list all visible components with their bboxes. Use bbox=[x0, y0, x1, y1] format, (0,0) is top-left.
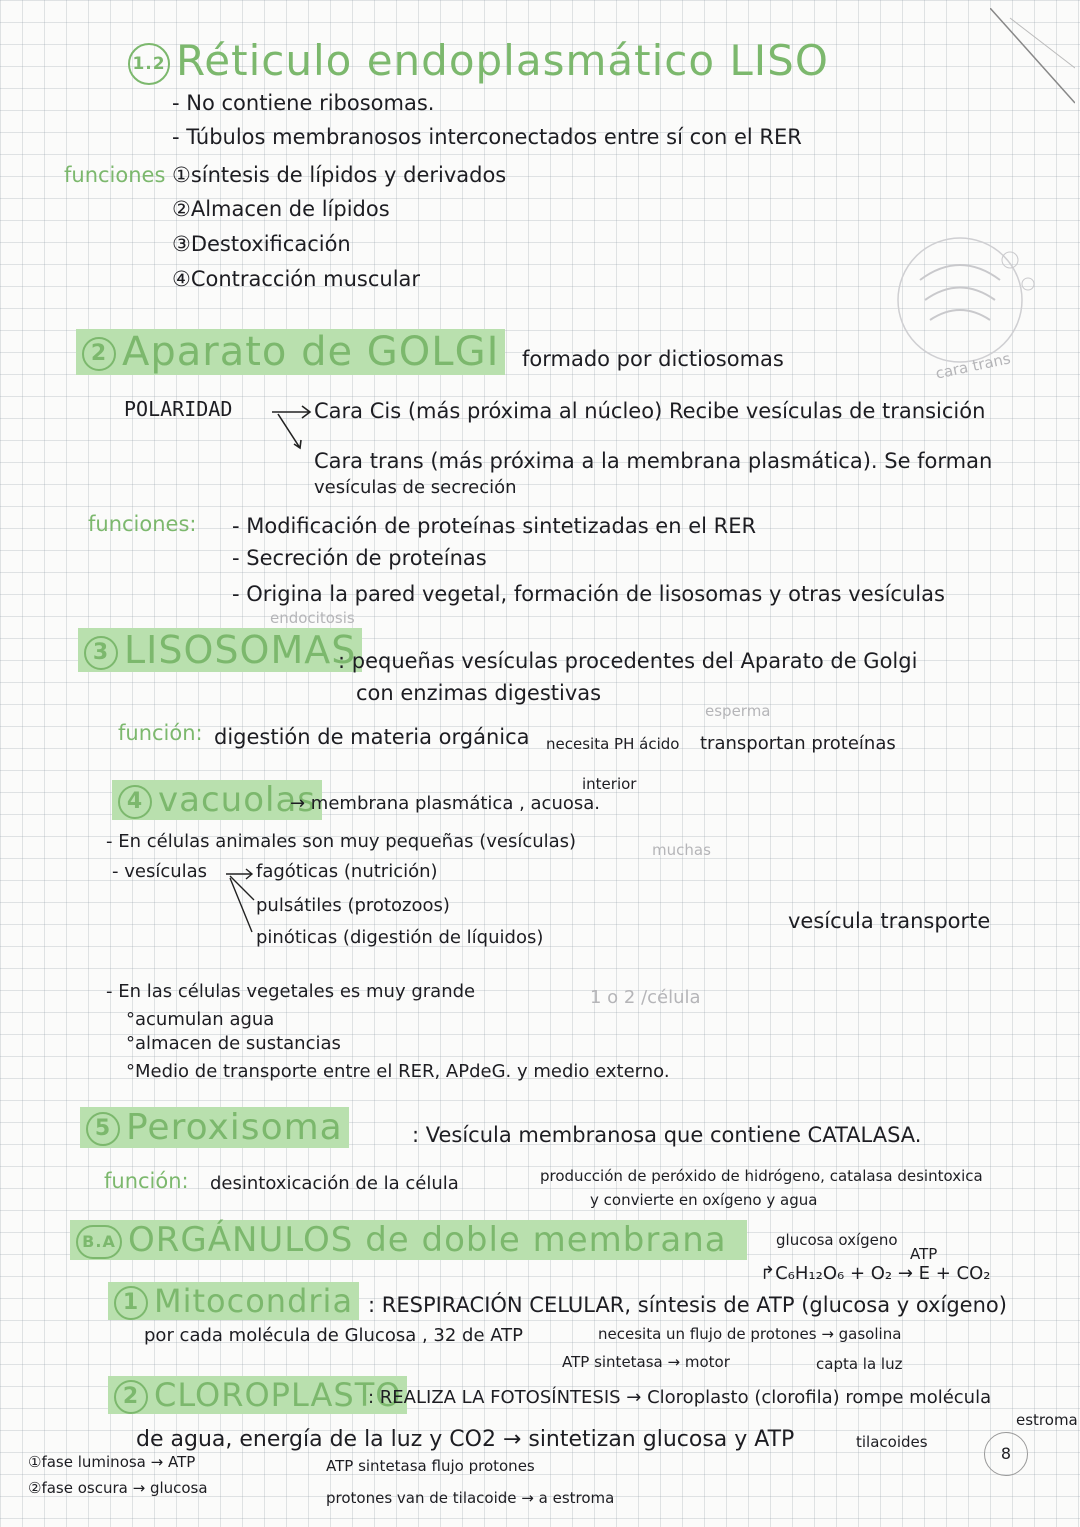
title-text: Peroxisoma bbox=[126, 1107, 343, 1148]
section-number: 1.2 bbox=[128, 43, 170, 85]
corner-line bbox=[990, 8, 1075, 108]
section-title-peroxisoma bbox=[80, 1108, 349, 1148]
capta-luz-note: capta la luz bbox=[816, 1355, 903, 1373]
vesicula-pinotica: pinóticas (digestión de líquidos) bbox=[256, 927, 544, 948]
title-text: Réticulo endoplasmático LISO bbox=[176, 36, 829, 85]
section-number: B.A bbox=[76, 1225, 122, 1259]
vacuolas-vegetal: - En las células vegetales es muy grande bbox=[106, 981, 476, 1002]
fase-luminosa: ①fase luminosa → ATP bbox=[28, 1453, 196, 1471]
title-text: vacuolas bbox=[158, 780, 316, 820]
peroxisoma-desc: : Vesícula membranosa que contiene CATALASA. bbox=[412, 1123, 922, 1147]
rel-function-1: ①síntesis de lípidos y derivados bbox=[172, 163, 507, 187]
protones-note: protones van de tilacoide → a estroma bbox=[326, 1489, 615, 1507]
atp-sintetasa-flow: ATP sintetasa flujo protones bbox=[326, 1457, 535, 1475]
trans-face-1: Cara trans (más próxima a la membrana plasmática). Se forman bbox=[314, 449, 993, 473]
branch-arrow bbox=[270, 398, 315, 458]
section-number: 2 bbox=[114, 1380, 148, 1414]
section-number: 2 bbox=[82, 337, 116, 371]
lisosomas-function: digestión de materia orgánica bbox=[214, 725, 530, 749]
vacuolas-point-2: °almacen de sustancias bbox=[126, 1033, 341, 1054]
rel-bullet-1: - No contiene ribosomas. bbox=[172, 91, 435, 115]
golgi-function-2: - Secreción de proteínas bbox=[232, 546, 487, 570]
lisosomas-desc-1: : pequeñas vesículas procedentes del Aparato de Golgi bbox=[338, 649, 918, 673]
mitocondria-desc: : RESPIRACIÓN CELULAR, síntesis de ATP (glucosa y oxígeno) bbox=[368, 1293, 1007, 1317]
estroma-note: estroma bbox=[1016, 1411, 1078, 1429]
faint-endocytosis: endocitosis bbox=[270, 609, 355, 627]
golgi-subtitle: formado por dictiosomas bbox=[522, 347, 784, 371]
cloroplasto-line-2: de agua, energía de la luz y CO2 → sintetizan glucosa y ATP bbox=[136, 1427, 795, 1452]
title-text: Aparato de GOLGI bbox=[122, 329, 500, 375]
vacuolas-desc: → membrana plasmática , acuosa. bbox=[290, 793, 600, 814]
peroxisoma-note-2: y convierte en oxígeno y agua bbox=[590, 1191, 818, 1209]
section-number: 5 bbox=[86, 1112, 120, 1146]
lisosomas-function-label: función: bbox=[118, 721, 203, 745]
golgi-function-3: - Origina la pared vegetal, formación de lisosomas y otras vesículas bbox=[232, 582, 945, 606]
peroxisoma-function-label: función: bbox=[104, 1169, 189, 1193]
fase-oscura: ②fase oscura → glucosa bbox=[28, 1479, 208, 1497]
title-text: Mitocondria bbox=[154, 1282, 354, 1320]
vesicula-pulsatil: pulsátiles (protozoos) bbox=[256, 895, 450, 916]
mitocondria-flow-note: necesita un flujo de protones → gasolina bbox=[598, 1325, 902, 1343]
section-number: 4 bbox=[118, 785, 152, 819]
section-title-lisosomas bbox=[78, 630, 362, 672]
equation-labels: glucosa oxígeno bbox=[776, 1231, 898, 1249]
equation-atp: ATP bbox=[910, 1245, 938, 1263]
faint-esperma: esperma bbox=[705, 702, 771, 720]
vacuolas-vesiculas: - vesículas bbox=[112, 861, 208, 882]
peroxisoma-function: desintoxicación de la célula bbox=[210, 1173, 459, 1194]
polarity-label: POLARIDAD bbox=[124, 397, 233, 421]
branch-arrow bbox=[224, 862, 260, 942]
trans-face-2: vesículas de secreción bbox=[314, 477, 517, 498]
lisosomas-transport-note: transportan proteínas bbox=[700, 733, 896, 754]
section-title-rel bbox=[128, 38, 829, 85]
respiration-equation: ↱C₆H₁₂O₆ + O₂ → E + CO₂ bbox=[760, 1263, 991, 1284]
mitocondria-atp-count: por cada molécula de Glucosa , 32 de ATP bbox=[144, 1325, 524, 1346]
rel-function-2: ②Almacen de lípidos bbox=[172, 197, 390, 221]
title-text: ORGÁNULOS de doble membrana bbox=[128, 1220, 727, 1260]
faint-note: cara trans bbox=[933, 349, 1013, 383]
cis-face: Cara Cis (más próxima al núcleo) Recibe vesículas de transición bbox=[314, 399, 986, 423]
vacuolas-point-3: °Medio de transporte entre el RER, APdeG. y medio externo. bbox=[126, 1061, 670, 1082]
lisosomas-ph-note: necesita PH ácido bbox=[546, 735, 680, 753]
vacuolas-interior-note: interior bbox=[582, 775, 637, 793]
rel-function-4: ④Contracción muscular bbox=[172, 267, 421, 291]
rel-function-3: ③Destoxificación bbox=[172, 232, 351, 256]
rel-functions-label: funciones bbox=[64, 163, 166, 187]
golgi-functions-label: funciones: bbox=[88, 512, 197, 536]
cloroplasto-desc: : REALIZA LA FOTOSÍNTESIS → Cloroplasto (clorofila) rompe molécula bbox=[368, 1387, 992, 1408]
section-number: 1 bbox=[114, 1286, 148, 1320]
vacuolas-muchas: muchas bbox=[652, 841, 711, 859]
vesicula-transporte-note: vesícula transporte bbox=[788, 909, 991, 933]
page-number: 8 bbox=[984, 1432, 1028, 1476]
atp-sintetasa-note: ATP sintetasa → motor bbox=[562, 1353, 730, 1371]
section-title-mitocondria bbox=[108, 1284, 359, 1320]
vesicula-fagotica: fagóticas (nutrición) bbox=[256, 861, 438, 882]
title-text: LISOSOMAS bbox=[124, 628, 357, 672]
section-title-doble-membrana bbox=[70, 1222, 747, 1259]
title-text: CLOROPLASTO bbox=[154, 1376, 402, 1414]
tilacoides-note: tilacoides bbox=[856, 1433, 928, 1451]
section-title-golgi bbox=[76, 330, 505, 374]
section-title-cloroplasto bbox=[108, 1378, 407, 1414]
rel-bullet-2: - Túbulos membranosos interconectados entre sí con el RER bbox=[172, 125, 802, 149]
vacuolas-point-1: °acumulan agua bbox=[126, 1009, 275, 1030]
golgi-function-1: - Modificación de proteínas sintetizadas en el RER bbox=[232, 514, 757, 538]
lisosomas-desc-2: con enzimas digestivas bbox=[356, 681, 602, 705]
vacuolas-animal: - En células animales son muy pequeñas (vesículas) bbox=[106, 831, 577, 852]
section-number: 3 bbox=[84, 636, 118, 670]
vacuolas-per-cell: 1 o 2 /célula bbox=[590, 987, 701, 1008]
peroxisoma-note-1: producción de peróxido de hidrógeno, catalasa desintoxica bbox=[540, 1167, 983, 1185]
